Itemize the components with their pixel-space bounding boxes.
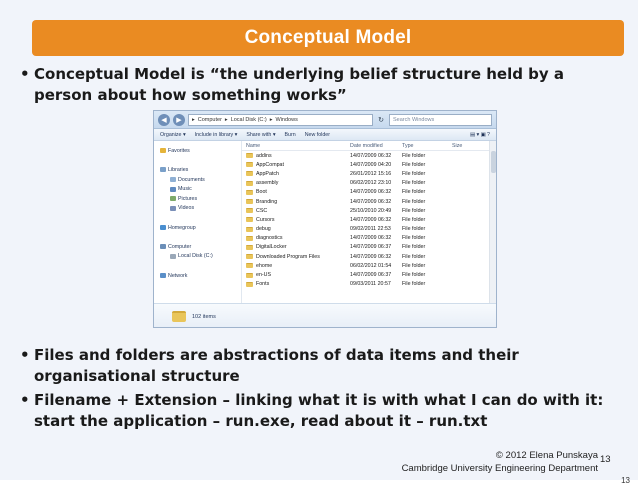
column-name[interactable]: Name — [246, 142, 261, 149]
folder-icon — [246, 263, 253, 268]
path-separator: ▸ — [192, 116, 195, 123]
footer-copyright: © 2012 Elena Punskaya — [495, 450, 598, 461]
file-row[interactable] — [242, 252, 496, 261]
path-local-disk[interactable]: Local Disk (C:) — [230, 116, 267, 123]
file-name-cell — [242, 189, 350, 195]
file-name: ehome — [256, 262, 273, 269]
file-name: diagnostics — [256, 235, 283, 242]
nav-item[interactable] — [154, 204, 241, 214]
file-type: File folder — [402, 235, 426, 242]
file-name: AppCompat — [256, 161, 284, 168]
file-date: 14/07/2009 06:32 — [350, 152, 392, 159]
organize-button[interactable]: Organize ▾ — [160, 131, 186, 138]
page-number: 13 — [621, 476, 630, 485]
bullet-dot: • — [20, 346, 30, 364]
nav-item[interactable] — [154, 165, 241, 175]
nav-item[interactable] — [154, 252, 241, 262]
vertical-scrollbar[interactable] — [489, 141, 496, 303]
star-icon — [160, 148, 166, 153]
nav-item-label: Music — [178, 186, 192, 193]
file-name: DigitalLocker — [256, 244, 287, 251]
file-row[interactable] — [242, 188, 496, 197]
file-type: File folder — [402, 189, 426, 196]
navigation-pane — [154, 141, 242, 303]
include-in-library-button[interactable]: Include in library ▾ — [194, 131, 238, 138]
file-type: File folder — [402, 198, 426, 205]
bullet-dot: • — [20, 391, 30, 409]
file-name-cell — [242, 263, 350, 269]
folder-icon — [246, 227, 253, 232]
file-name-cell — [242, 162, 350, 168]
address-bar — [154, 111, 496, 129]
folder-icon — [246, 190, 253, 195]
file-date: 14/07/2009 06:32 — [350, 235, 392, 242]
documents-icon — [170, 177, 176, 182]
file-date: 14/07/2009 06:32 — [350, 189, 392, 196]
new-folder-button[interactable]: New folder — [304, 131, 331, 138]
file-name-cell — [242, 244, 350, 250]
file-type: File folder — [402, 244, 426, 251]
nav-item[interactable] — [154, 271, 241, 281]
file-date: 26/01/2012 15:16 — [350, 170, 392, 177]
folder-icon — [172, 311, 186, 322]
title-bar — [32, 20, 624, 56]
file-row[interactable] — [242, 215, 496, 224]
share-with-button[interactable]: Share with ▾ — [246, 131, 276, 138]
nav-item-label: Libraries — [168, 166, 189, 173]
footer — [402, 449, 598, 475]
bullet-text: Conceptual Model is “the underlying belief structure held by a person about how something works” — [34, 65, 565, 104]
file-name-cell — [242, 254, 350, 260]
library-icon — [160, 167, 166, 172]
network-icon — [160, 273, 166, 278]
forward-button[interactable]: ▶ — [173, 114, 185, 126]
file-type: File folder — [402, 161, 426, 168]
file-row[interactable] — [242, 225, 496, 234]
nav-item[interactable] — [154, 175, 241, 185]
back-button[interactable]: ◀ — [158, 114, 170, 126]
bullet-dot: • — [20, 65, 30, 83]
file-type: File folder — [402, 262, 426, 269]
footer-slide-number: 13 — [600, 454, 611, 465]
file-name-cell — [242, 217, 350, 223]
file-name: en-US — [256, 272, 272, 279]
bullet-files-folders — [20, 345, 620, 387]
folder-icon — [246, 282, 253, 287]
details-pane — [154, 303, 496, 328]
videos-icon — [170, 206, 176, 211]
file-name-cell — [242, 153, 350, 159]
nav-item-label: Videos — [178, 205, 195, 212]
folder-icon — [246, 236, 253, 241]
path-computer[interactable]: Computer — [197, 116, 222, 123]
search-input[interactable]: Search Windows — [389, 114, 492, 126]
slide-title: Conceptual Model — [244, 27, 412, 48]
file-rows — [242, 151, 496, 289]
file-date: 14/07/2009 04:20 — [350, 161, 392, 168]
burn-button[interactable]: Burn — [284, 131, 296, 138]
file-row[interactable] — [242, 160, 496, 169]
folder-icon — [246, 254, 253, 259]
file-type: File folder — [402, 216, 426, 223]
bullet-conceptual-model — [20, 64, 620, 106]
nav-spacer — [154, 232, 241, 242]
nav-item[interactable] — [154, 194, 241, 204]
folder-icon — [246, 208, 253, 213]
file-type: File folder — [402, 281, 426, 288]
file-date: 14/07/2009 06:32 — [350, 253, 392, 260]
nav-item[interactable] — [154, 184, 241, 194]
bullet-text: Files and folders are abstractions of data items and their organisational structure — [34, 346, 519, 385]
file-name-cell — [242, 281, 350, 287]
bullet-text: Filename + Extension – linking what it is with what I can do with it: start the application – run.exe, read about it – run.txt — [34, 391, 604, 430]
file-row[interactable] — [242, 270, 496, 279]
file-type: File folder — [402, 226, 426, 233]
folder-icon — [246, 199, 253, 204]
nav-item[interactable] — [154, 223, 241, 233]
file-row[interactable] — [242, 243, 496, 252]
item-count: 102 items — [192, 313, 216, 320]
file-row[interactable] — [242, 206, 496, 215]
file-name-cell — [242, 272, 350, 278]
file-type: File folder — [402, 152, 426, 159]
file-date: 09/02/2011 22:53 — [350, 226, 391, 233]
explorer-window — [153, 110, 497, 328]
file-date: 06/02/2012 23:10 — [350, 180, 392, 187]
nav-spacer — [154, 261, 241, 271]
file-date: 14/07/2009 06:37 — [350, 244, 392, 251]
file-name: Cursors — [256, 216, 275, 223]
nav-item-label: Network — [168, 272, 188, 279]
disk-icon — [170, 254, 176, 259]
column-type[interactable]: Type — [402, 142, 414, 149]
file-name: Downloaded Program Files — [256, 253, 320, 260]
folder-icon — [246, 162, 253, 167]
refresh-icon[interactable]: ↻ — [378, 116, 384, 124]
file-type: File folder — [402, 180, 426, 187]
file-row[interactable] — [242, 197, 496, 206]
file-name-cell — [242, 171, 350, 177]
file-date: 14/07/2009 06:32 — [350, 198, 392, 205]
file-name-cell — [242, 199, 350, 205]
homegroup-icon — [160, 225, 166, 230]
address-path[interactable] — [188, 114, 373, 126]
nav-item-label: Local Disk (C:) — [178, 253, 213, 260]
nav-item[interactable] — [154, 146, 241, 156]
file-date: 25/10/2010 20:49 — [350, 207, 392, 214]
scrollbar-thumb[interactable] — [491, 151, 496, 173]
file-date: 09/03/2011 20:57 — [350, 281, 391, 288]
file-type: File folder — [402, 170, 426, 177]
nav-item-label: Pictures — [178, 195, 198, 202]
path-windows[interactable]: Windows — [275, 116, 298, 123]
column-date-modified[interactable]: Date modified — [350, 142, 383, 149]
nav-item[interactable] — [154, 242, 241, 252]
nav-item-label: Computer — [168, 243, 192, 250]
file-name: Branding — [256, 198, 278, 205]
nav-item-label: Favorites — [168, 147, 190, 154]
folder-icon — [246, 181, 253, 186]
folder-icon — [246, 217, 253, 222]
file-name-cell — [242, 235, 350, 241]
bullet-filename-extension — [20, 390, 620, 432]
path-separator: ▸ — [224, 116, 228, 123]
file-row[interactable] — [242, 179, 496, 188]
file-name: Boot — [256, 189, 267, 196]
file-type: File folder — [402, 272, 426, 279]
nav-spacer — [154, 156, 241, 166]
nav-item-label: Homegroup — [168, 224, 196, 231]
file-name: Fonts — [256, 281, 270, 288]
file-row[interactable] — [242, 151, 496, 160]
column-size[interactable]: Size — [452, 142, 463, 149]
file-name-cell — [242, 180, 350, 186]
file-row[interactable] — [242, 280, 496, 289]
command-bar — [154, 129, 496, 141]
folder-icon — [246, 273, 253, 278]
file-date: 14/07/2009 06:32 — [350, 216, 392, 223]
nav-spacer — [154, 213, 241, 223]
file-type: File folder — [402, 207, 426, 214]
file-name-cell — [242, 226, 350, 232]
file-name-cell — [242, 208, 350, 214]
explorer-body — [154, 141, 496, 303]
file-name: AppPatch — [256, 170, 279, 177]
file-type: File folder — [402, 253, 426, 260]
pictures-icon — [170, 196, 176, 201]
file-name: CSC — [256, 207, 268, 214]
music-icon — [170, 187, 176, 192]
file-name: debug — [256, 226, 271, 233]
folder-icon — [246, 171, 253, 176]
column-headers — [242, 141, 496, 151]
file-date: 14/07/2009 06:37 — [350, 272, 392, 279]
footer-department: Cambridge University Engineering Department — [401, 463, 598, 474]
path-separator: ▸ — [269, 116, 273, 123]
file-name: addins — [256, 152, 272, 159]
folder-icon — [246, 245, 253, 250]
view-options-button[interactable]: ▤ ▾ ▣ ? — [469, 131, 490, 138]
file-list — [242, 141, 496, 303]
file-name: assembly — [256, 180, 279, 187]
folder-icon — [246, 153, 253, 158]
computer-icon — [160, 244, 166, 249]
file-row[interactable] — [242, 261, 496, 270]
file-row[interactable] — [242, 234, 496, 243]
file-row[interactable] — [242, 169, 496, 178]
nav-item-label: Documents — [178, 176, 205, 183]
file-date: 06/02/2012 01:54 — [350, 262, 392, 269]
